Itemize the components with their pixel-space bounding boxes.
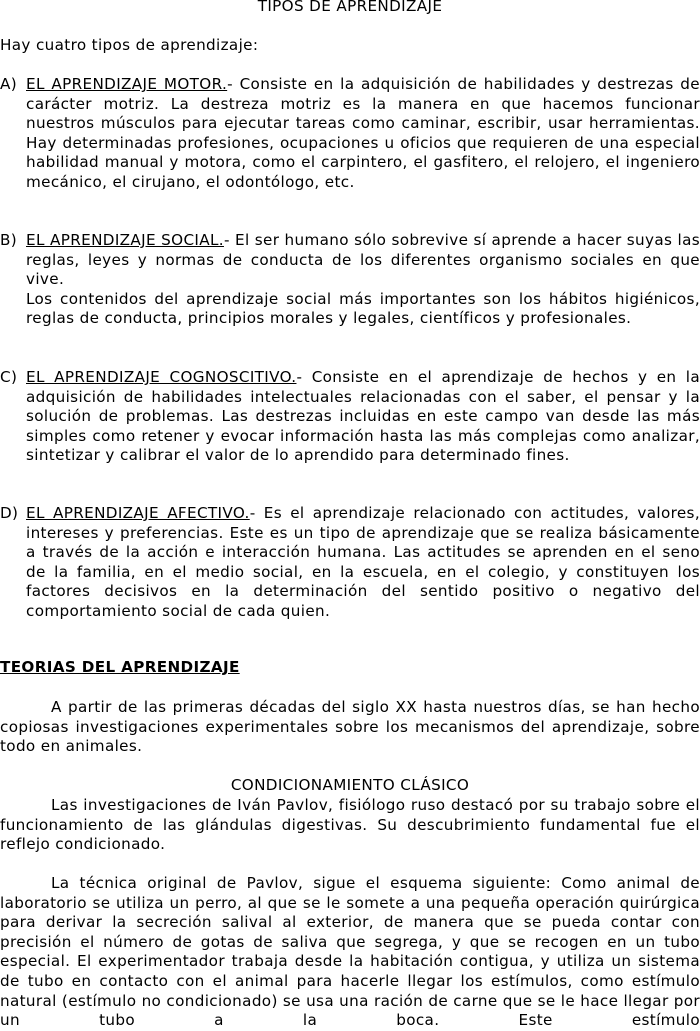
item-body bbox=[26, 368, 700, 466]
item-heading: EL APRENDIZAJE SOCIAL. bbox=[26, 231, 224, 249]
item-letter: A) bbox=[0, 75, 18, 93]
learning-type-cognitive bbox=[0, 368, 700, 466]
item-text: - Consiste en el aprendizaje de hechos y en la adquisición de habilidades intelectuales relacionadas con el saber, el pensar y la solución de problemas. Las destrezas incluidas en este campo van desde las más simples como retener y evocar información hasta las más complejas como analizar, sintetizar y calibrar el valor de lo aprendido para determinado fines. bbox=[26, 368, 700, 465]
item-letter: D) bbox=[0, 504, 19, 522]
item-letter: C) bbox=[0, 368, 18, 386]
item-text: - Consiste en la adquisición de habilidades y destrezas de carácter motriz. La destreza motriz es la manera en que hacemos funcionar nuestros músculos para ejecutar tareas como caminar, escribir, usar herramientas. Hay determinadas profesiones, ocupaciones u oficios que requieren de una especial habilidad manual y motora, como el carpintero, el gasfitero, el relojero, el ingeniero mecánico, el cirujano, el odontólogo, etc. bbox=[26, 75, 700, 191]
item-body-continued: Los contenidos del aprendizaje social más importantes son los hábitos higiénicos, reglas de conducta, principios morales y legales, científicos y profesionales. bbox=[26, 289, 700, 328]
pavlov-paragraph: Las investigaciones de Iván Pavlov, fisiólogo ruso destacó por su trabajo sobre el funcionamiento de las glándulas digestivas. Su descubrimiento fundamental fue el reflejo condicionado. bbox=[0, 796, 700, 854]
learning-type-motor bbox=[0, 75, 700, 193]
section-heading: TEORIAS DEL APRENDIZAJE bbox=[0, 658, 240, 676]
item-heading: EL APRENDIZAJE AFECTIVO. bbox=[26, 504, 250, 522]
item-text: - El ser humano sólo sobrevive sí aprende a hacer suyas las reglas, leyes y normas de conducta de los diferentes organismo sociales en que vive. bbox=[26, 231, 700, 289]
intro-text: Hay cuatro tipos de aprendizaje: bbox=[0, 36, 259, 54]
document-title: TIPOS DE APRENDIZAJE bbox=[257, 0, 443, 15]
item-text: - Es el aprendizaje relacionado con actitudes, valores, intereses y preferencias. Este es un tipo de aprendizaje que se realiza básicamente a través de la acción e interacción humana. Las actitudes se aprenden en el seno de la familia, en el medio social, en la escuela, en el colegio, y constituyen los factores decisivos en la determinación del sentido positivo o negativo del comportamiento social de cada quien. bbox=[26, 504, 700, 620]
item-body bbox=[26, 231, 700, 290]
learning-type-social bbox=[0, 231, 700, 329]
technique-paragraph: La técnica original de Pavlov, sigue el esquema siguiente: Como animal de laboratorio se utiliza un perro, al que se le somete a una pequeña operación quirúrgica para derivar la secreción salival al exterior, de manera que se pueda contar con precisión el número de gotas de saliva que segrega, y que se recogen en un tubo especial. El experimentador trabaja desde la habitación contigua, y utiliza un sistema de tubo en contacto con el animal para hacerle llegar los estímulos, como estímulo natural (estímulo no condicionado) se usa una ración de carne que se le hace llegar por un tubo a la boca. Este estímulo bbox=[0, 874, 700, 1030]
item-body bbox=[26, 75, 700, 193]
learning-type-affective bbox=[0, 504, 700, 622]
item-letter: B) bbox=[0, 231, 18, 249]
item-body bbox=[26, 504, 700, 622]
item-heading: EL APRENDIZAJE MOTOR. bbox=[26, 75, 228, 93]
subheading: CONDICIONAMIENTO CLÁSICO bbox=[230, 776, 470, 794]
item-heading: EL APRENDIZAJE COGNOSCITIVO. bbox=[26, 368, 297, 386]
section-paragraph: A partir de las primeras décadas del siglo XX hasta nuestros días, se han hecho copiosas investigaciones experimentales sobre los mecanismos del aprendizaje, sobre todo en animales. bbox=[0, 698, 700, 756]
